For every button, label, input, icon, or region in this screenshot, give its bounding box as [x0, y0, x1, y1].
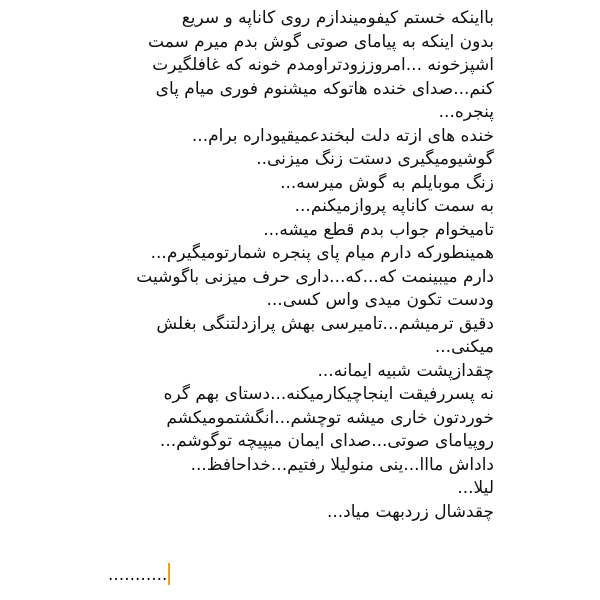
- text-line: زنگ موبایلم به گوش میرسه...: [280, 172, 494, 193]
- text-line: روپیامای صوتی...صدای ایمان میپیچه توگوشم...: [159, 431, 494, 451]
- text-line: گوشیومیگیری دستت زنگ میزنی..: [256, 149, 494, 169]
- text-line: نه پسررفیقت اینجاچیکارمیکنه...دستای بهم گره: [163, 384, 494, 404]
- text-line: دارم میبینمت که...که...داری حرف میزنی باگوشیت: [136, 266, 494, 287]
- text-line: خوردتون خاری میشه توچشم...انگشتمومیکشم: [166, 407, 494, 428]
- text-line: چقدشال زردبهت میاد...: [326, 501, 494, 522]
- text-editor-content[interactable]: [100, 7, 494, 524]
- text-line: بااینکه خستم کیفومیندازم روی کاناپه و سریع: [181, 8, 494, 28]
- text-line: دقیق ترمیشم...تامیرسی بهش پرازدلتنگی بغلش: [156, 313, 494, 334]
- text-cursor: [168, 563, 170, 585]
- typed-dots: ...........: [108, 565, 168, 585]
- text-line: به سمت کاناپه پروازمیکنم...: [294, 196, 494, 216]
- text-line: همینطورکه دارم میام پای پنجره شمارتومیگیرم...: [150, 243, 494, 263]
- text-line: ودست تکون میدی واس کسی...: [266, 290, 494, 310]
- text-line: میکنی...: [434, 337, 494, 357]
- text-line: کنم...صدای خنده هاتوکه میشنوم فوری میام پای: [155, 78, 494, 99]
- text-line: چقدازپشت شبیه ایمانه...: [317, 360, 494, 381]
- text-line: پنجره...: [438, 102, 494, 122]
- text-line: خنده های ازته دلت لبخندعمیقیوداره برام...: [191, 125, 494, 146]
- text-line: لیلا...: [457, 478, 494, 498]
- typing-line[interactable]: [108, 563, 170, 585]
- text-line: تامیخوام جواب بدم قطع میشه...: [263, 219, 494, 240]
- text-line: داداش مااا...ینی منولیلا رفتیم...خداحافظ...: [190, 454, 494, 475]
- text-line: بدون اینکه به پیامای صوتی گوش بدم میرم سمت: [148, 31, 494, 52]
- text-line: اشپزخونه ...امروززودتراومدم خونه که غافلگیرت: [152, 55, 494, 75]
